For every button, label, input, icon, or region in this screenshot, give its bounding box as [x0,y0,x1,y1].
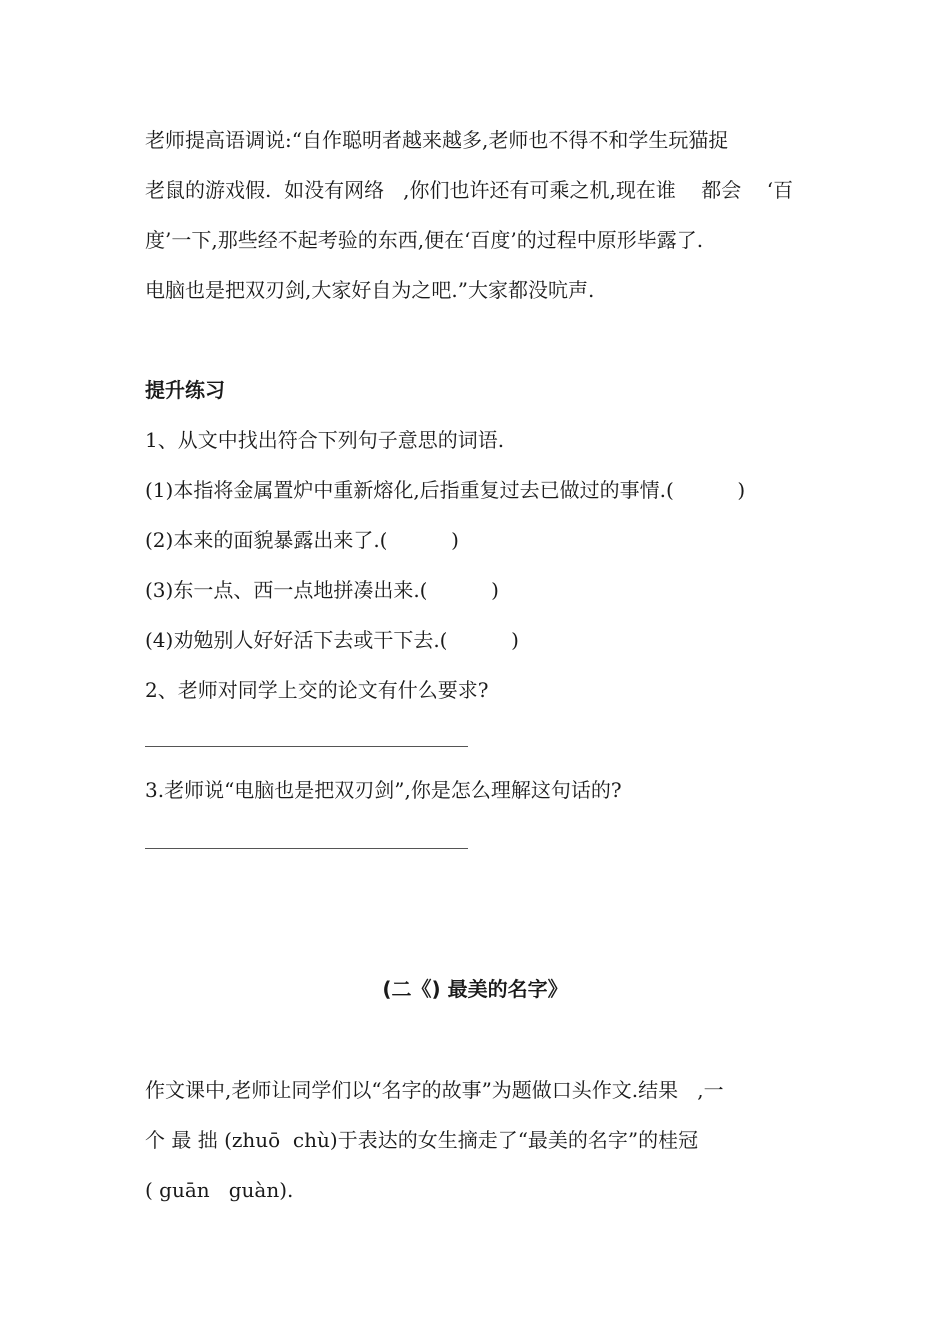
passage-line: 老师提高语调说:“自作聪明者越来越多,老师也不得不和学生玩猫捉 [145,128,729,152]
passage-line: 老鼠的游戏假. 如没有网络 ,你们也许还有可乘之机,现在谁 都会 ‘百 [145,178,794,202]
passage-line: 个 最 拙 (zhuō chù)于表达的女生摘走了“最美的名字”的桂冠 [145,1128,699,1152]
passage-line: 作文课中,老师让同学们以“名字的故事”为题做口头作文.结果 ,一 [145,1078,724,1102]
answer-line-q3[interactable] [145,848,468,849]
question-2: 2、老师对同学上交的论文有什么要求? [145,678,489,702]
question-1-item: (2)本来的面貌暴露出来了.( ) [145,528,459,552]
answer-line-q2[interactable] [145,746,468,747]
question-1: 1、从文中找出符合下列句子意思的词语. [145,428,505,452]
passage-line: 电脑也是把双刃剑,大家好自为之吧.”大家都没吭声. [145,278,595,302]
section-2-title: (二《) 最美的名字》 [382,977,568,1001]
passage-line: 度’一下,那些经不起考验的东西,便在‘百度’的过程中原形毕露了. [145,228,704,252]
question-1-item: (4)劝勉别人好好活下去或干下去.( ) [145,628,519,652]
question-3: 3.老师说“电脑也是把双刃剑”,你是怎么理解这句话的? [145,778,622,802]
exercise-heading: 提升练习 [145,378,225,402]
question-1-item: (3)东一点、西一点地拼凑出来.( ) [145,578,499,602]
question-1-item: (1)本指将金属置炉中重新熔化,后指重复过去已做过的事情.( ) [145,478,746,502]
passage-line: ( guān guàn). [145,1178,294,1202]
